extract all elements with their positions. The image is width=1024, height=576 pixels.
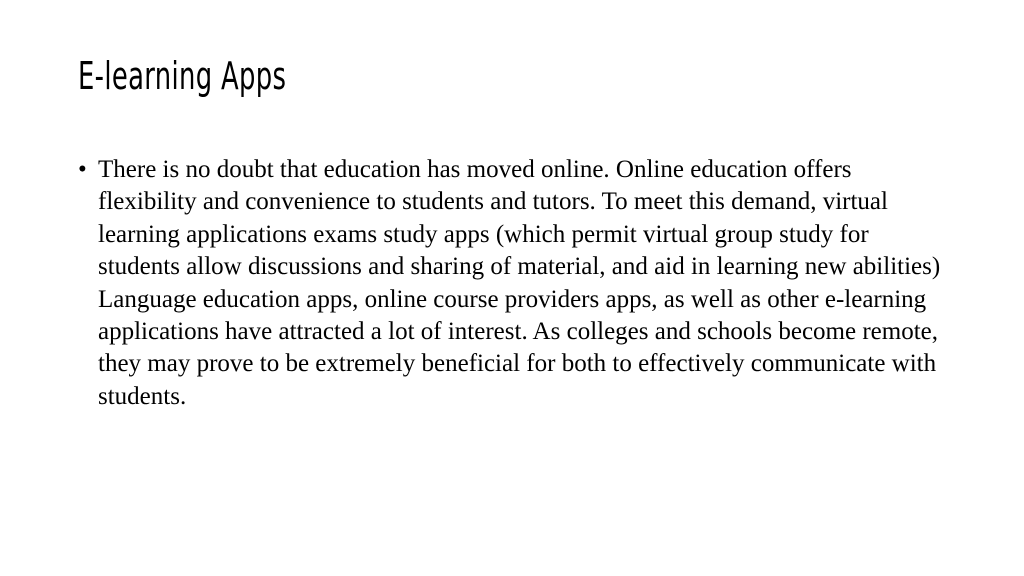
bullet-item [78, 154, 946, 413]
bullet-text: There is no doubt that education has moved online. Online education offers flexibility and convenience to students and tutors. To meet this demand, virtual learning applications exams study apps (which permit virtual group study for students allow discussions and sharing of material, and aid in learning new abilities) Language education apps, online course providers apps, as well as other e-learning applications have attracted a lot of interest. As colleges and schools become remote, they may prove to be extremely beneficial for both to effectively communicate with students. [98, 156, 941, 410]
bullet-icon: • [78, 156, 87, 183]
slide-title: E-learning Apps [78, 54, 287, 98]
slide-body [78, 154, 946, 413]
